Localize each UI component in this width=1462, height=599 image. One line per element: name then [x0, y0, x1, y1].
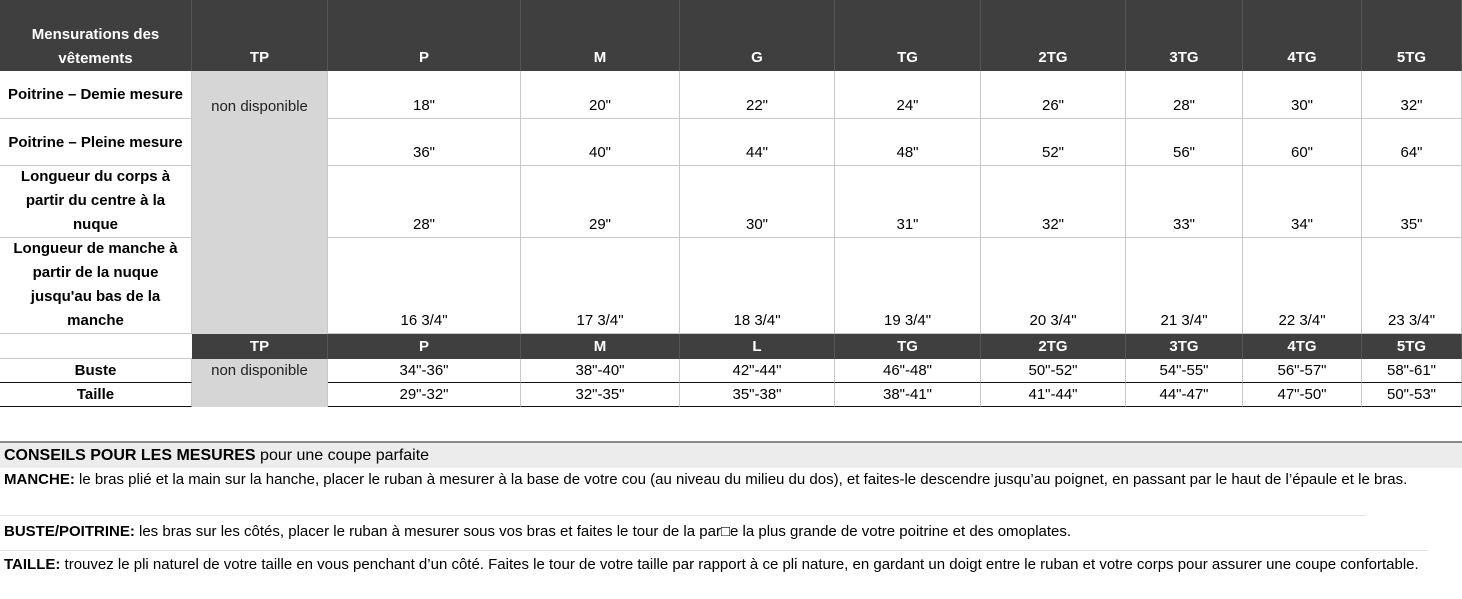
- unavailable-cell: non disponible: [192, 359, 328, 407]
- row-label: Buste: [0, 359, 192, 383]
- measure-cell: 34"-36": [328, 359, 521, 383]
- tip-chest: [0, 515, 1366, 550]
- measure-cell: 20": [521, 71, 680, 119]
- tip-key: TAILLE:: [4, 556, 61, 573]
- size-header: G: [680, 0, 835, 71]
- measure-cell: 23 3/4": [1362, 238, 1462, 334]
- measure-cell: 44"-47": [1126, 383, 1243, 407]
- measure-cell: 40": [521, 119, 680, 166]
- tip-key: BUSTE/POITRINE:: [4, 523, 135, 540]
- row-label: Poitrine – Demie mesure: [0, 71, 192, 119]
- tip-text: le bras plié et la main sur la hanche, placer le ruban à mesurer à la base de votre cou (au niveau du milieu du dos), et faites-le descendre jusqu’au poignet, en passant par le haut de l’épaule et le bras.: [74, 471, 1408, 488]
- row-label: Longueur de manche à partir de la nuque jusqu'au bas de la manche: [0, 238, 192, 334]
- tip-text: trouvez le pli naturel de votre taille en vous penchant d’un côté. Faites le tour de votre taille par rapport à ce pli nature, en gardant un doigt entre le ruban et votre corps pour assurer une coupe confortable.: [60, 556, 1419, 573]
- measure-cell: 31": [835, 166, 981, 238]
- size-header: 3TG: [1126, 334, 1243, 359]
- measure-cell: 17 3/4": [521, 238, 680, 334]
- measure-cell: 32"-35": [521, 383, 680, 407]
- measure-cell: 54"-55": [1126, 359, 1243, 383]
- measure-cell: 16 3/4": [328, 238, 521, 334]
- measure-cell: 18 3/4": [680, 238, 835, 334]
- size-header: 3TG: [1126, 0, 1243, 71]
- size-header: 5TG: [1362, 334, 1462, 359]
- size-header: 2TG: [981, 0, 1126, 71]
- measure-cell: 60": [1243, 119, 1362, 166]
- measure-cell: 44": [680, 119, 835, 166]
- measure-cell: 20 3/4": [981, 238, 1126, 334]
- measure-cell: 22": [680, 71, 835, 119]
- measure-cell: 33": [1126, 166, 1243, 238]
- tips-title-rest: pour une coupe parfaite: [255, 447, 430, 464]
- size-header: TG: [835, 334, 981, 359]
- measure-cell: 38"-40": [521, 359, 680, 383]
- size-header: P: [328, 0, 521, 71]
- measure-cell: 19 3/4": [835, 238, 981, 334]
- tip-sleeve: [0, 468, 1462, 515]
- measure-cell: 56": [1126, 119, 1243, 166]
- measure-cell: 24": [835, 71, 981, 119]
- row-label: Longueur du corps à partir du centre à la nuque: [0, 166, 192, 238]
- size-header: 5TG: [1362, 0, 1462, 71]
- measure-cell: 29": [521, 166, 680, 238]
- measure-cell: 48": [835, 119, 981, 166]
- measure-cell: 42"-44": [680, 359, 835, 383]
- size-header: M: [521, 0, 680, 71]
- measure-cell: 32": [1362, 71, 1462, 119]
- measure-cell: 58"-61": [1362, 359, 1462, 383]
- measure-cell: 38"-41": [835, 383, 981, 407]
- measure-cell: 35": [1362, 166, 1462, 238]
- measurement-tips: [0, 441, 1462, 576]
- size-header: 4TG: [1243, 334, 1362, 359]
- measure-cell: 47"-50": [1243, 383, 1362, 407]
- measure-cell: 29"-32": [328, 383, 521, 407]
- size-header: 4TG: [1243, 0, 1362, 71]
- tips-title: [0, 441, 1462, 468]
- measure-cell: 34": [1243, 166, 1362, 238]
- size-header: L: [680, 334, 835, 359]
- size-header: TP: [192, 0, 328, 71]
- measure-cell: 18": [328, 71, 521, 119]
- measure-cell: 36": [328, 119, 521, 166]
- tip-waist: [0, 550, 1428, 576]
- chart1-header-label: Mensurations des vêtements: [0, 0, 192, 71]
- measure-cell: 50"-53": [1362, 383, 1462, 407]
- measure-cell: 56"-57": [1243, 359, 1362, 383]
- measure-cell: 30": [680, 166, 835, 238]
- measure-cell: 32": [981, 166, 1126, 238]
- measure-cell: 41"-44": [981, 383, 1126, 407]
- measure-cell: 30": [1243, 71, 1362, 119]
- unavailable-cell: non disponible: [192, 71, 328, 334]
- measure-cell: 21 3/4": [1126, 238, 1243, 334]
- measure-cell: 50"-52": [981, 359, 1126, 383]
- measure-cell: 26": [981, 71, 1126, 119]
- row-label: Taille: [0, 383, 192, 407]
- size-header: P: [328, 334, 521, 359]
- measure-cell: 28": [1126, 71, 1243, 119]
- measure-cell: 64": [1362, 119, 1462, 166]
- tip-text: les bras sur les côtés, placer le ruban à mesurer sous vos bras et faites le tour de la par□e la plus grande de votre poitrine et des omoplates.: [134, 523, 1072, 540]
- measure-cell: 52": [981, 119, 1126, 166]
- size-header: TP: [192, 334, 328, 359]
- chart2-header-blank: [0, 334, 192, 359]
- measure-cell: 46"-48": [835, 359, 981, 383]
- tip-key: MANCHE:: [4, 471, 75, 488]
- measure-cell: 28": [328, 166, 521, 238]
- size-header: 2TG: [981, 334, 1126, 359]
- row-label: Poitrine – Pleine mesure: [0, 119, 192, 166]
- measure-cell: 22 3/4": [1243, 238, 1362, 334]
- tips-title-bold: CONSEILS POUR LES MESURES: [4, 447, 256, 464]
- measure-cell: 35"-38": [680, 383, 835, 407]
- size-header: M: [521, 334, 680, 359]
- size-header: TG: [835, 0, 981, 71]
